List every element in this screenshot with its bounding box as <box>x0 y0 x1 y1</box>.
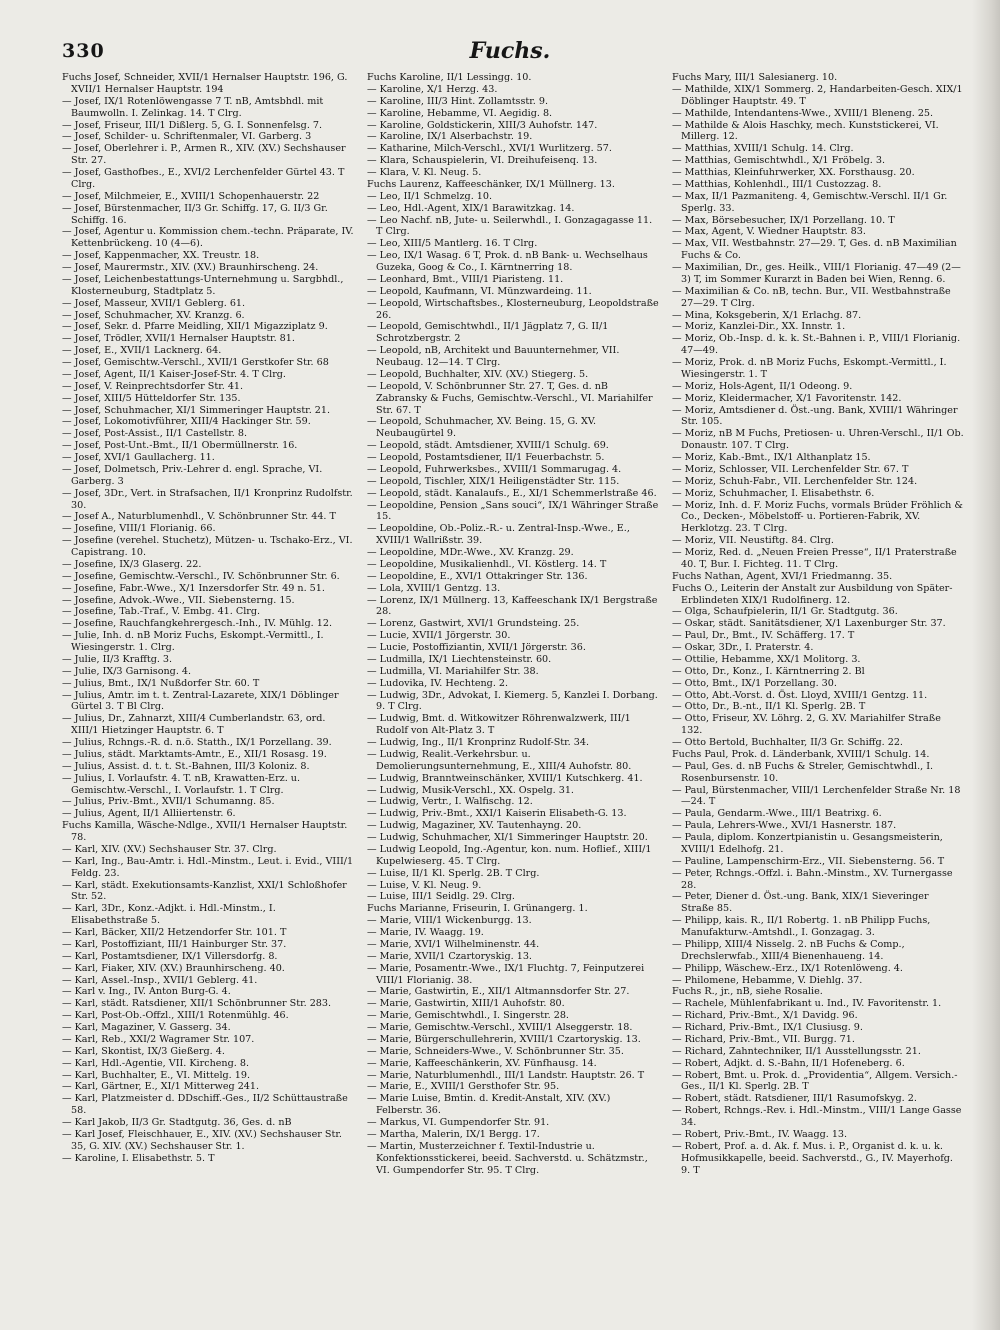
directory-entry: — Leopoldine, Ob.-Poliz.-R.- u. Zentral-Insp.-Wwe., E., XVIII/1 Wallrißstr. 39. <box>367 523 630 547</box>
directory-entry: — Julius, Assist. d. t. t. St.-Bahnen, III/3 Koloniz. 8. <box>62 760 310 772</box>
directory-entry: — Josef, Maurermstr., XIV. (XV.) Braunhirscheng. 24. <box>62 262 319 273</box>
directory-entry: — Leopold, nB, Architekt und Bauunternehmer, VII. Neubaug. 12—14. T Clrg. <box>367 345 620 368</box>
directory-entry: — Josef, Gasthofbes., E., XVI/2 Lerchenfelder Gürtel 43. T Clrg. <box>62 167 345 190</box>
directory-entry: — Karl, 3Dr., Konz.-Adjkt. i. Hdl.-Minstm., I. Elisabethstraße 5. <box>62 903 276 927</box>
directory-entry: — Leopold, Postamtsdiener, II/1 Feuerbachstr. 5. <box>367 452 605 463</box>
directory-entry: — Josef, Oberlehrer i. P., Armen R., XIV. (XV.) Sechshauser Str. 27. <box>62 143 346 167</box>
directory-entry: — Richard, Priv.-Bmt., IX/1 Clusiusg. 9. <box>672 1022 863 1033</box>
directory-entry: — Otto, Friseur, XV. Löhrg. 2, G. XV. Mariahilfer Straße 132. <box>672 713 941 737</box>
directory-entry: — Josef, IX/1 Rotenlöwengasse 7 T. nB, Amtsbhdl. mit Baumwolln. I. Zelinkag. 14. T Clrg. <box>62 95 324 119</box>
directory-entry: — Moriz, Kanzlei-Dir., XX. Innstr. 1. <box>672 321 846 333</box>
directory-entry: — Markus, VI. Gumpendorfer Str. 91. <box>367 1117 550 1128</box>
directory-entry: Fuchs Josef, Schneider, XVII/1 Hernalser Hauptstr. 196, G. XVII/1 Hernalser Hauptstr. 194 <box>62 72 348 95</box>
directory-entry: — Josefine, IX/3 Glaserg. 22. <box>62 558 202 570</box>
directory-entry: — Moriz, Inh. d. F. Moriz Fuchs, vormals Brüder Fröhlich & Co., Decken-, Möbelstoff- u. Portieren-Fabrik, XV. Herklotzg. 23. T Clrg. <box>672 499 963 535</box>
directory-entry: — Josef, Trödler, XVII/1 Hernalser Hauptstr. 81. <box>62 333 295 345</box>
directory-entry: — Philomene, Hebamme, V. Diehlg. 37. <box>672 974 863 986</box>
directory-entry: — Marie, Posamentr.-Wwe., IX/1 Fluchtg. 7, Feinputzerei VIII/1 Florianig. 38. <box>367 962 645 986</box>
directory-entry: — Lorenz, IX/1 Müllnerg. 13, Kaffeeschank IX/1 Bergstraße 28. <box>367 594 658 618</box>
directory-entry: — Josefine, VIII/1 Florianig. 66. <box>62 523 216 535</box>
directory-entry: — Josef, Sekr. d. Pfarre Meidling, XII/1 Migazziplatz 9. <box>62 321 328 333</box>
directory-entry: — Mathilde, Intendantens-Wwe., XVIII/1 Bleneng. 25. <box>672 107 934 119</box>
directory-entry: — Ludwig, Branntweinschänker, XVIII/1 Kutschkerg. 41. <box>367 772 643 784</box>
directory-entry: — Richard, Priv.-Bmt., VII. Burgg. 71. <box>672 1033 855 1045</box>
directory-entry: — Marie, Gemischtw.-Verschl., XVIII/1 Alseggerstr. 18. <box>367 1022 633 1033</box>
directory-entry: — Julius, Dr., Zahnarzt, XIII/4 Cumberlandstr. 63, ord. XIII/1 Hietzinger Hauptstr. 6. T <box>62 713 326 737</box>
directory-entry: — Moriz, nB M Fuchs, Pretiosen- u. Uhren-Verschl., II/1 Ob. Donaustr. 107. T Clrg. <box>672 428 964 452</box>
directory-entry: Fuchs O., Leiterin der Anstalt zur Ausbildung von Später-Erblindeten XIX/1 Rudolfinerg. 12. <box>672 582 953 606</box>
directory-entry: — Josef A., Naturblumenhdl., V. Schönbrunner Str. 44. T <box>62 511 336 523</box>
directory-entry: — Julius, städt. Marktamts-Amtr., E., XII/1 Rosasg. 19. <box>62 748 327 760</box>
directory-entry: — Josef, Kappenmacher, XX. Treustr. 18. <box>62 250 260 262</box>
directory-entry: — Karl, Hdl.-Agentie, VII. Kircheng. 8. <box>62 1057 250 1069</box>
directory-entry: — Lorenz, Gastwirt, XVI/1 Grundsteing. 25. <box>367 618 580 630</box>
directory-entry: — Karl, Assel.-Insp., XVII/1 Geblerg. 41. <box>62 974 258 986</box>
directory-entry: — Olga, Schaufpielerin, II/1 Gr. Stadtgutg. 36. <box>672 606 898 618</box>
page-number: 330 <box>62 40 105 62</box>
directory-entry: — Moriz, Hols-Agent, II/1 Odeong. 9. <box>672 380 853 392</box>
directory-entry: Fuchs Laurenz, Kaffeeschänker, IX/1 Müllnerg. 13. <box>367 178 615 190</box>
directory-entry: — Josef, 3Dr., Vert. in Strafsachen, II/1 Kronprinz Rudolfstr. 30. <box>62 487 353 511</box>
directory-entry: — Moriz, Amtsdiener d. Öst.-ung. Bank, XVIII/1 Währinger Str. 105. <box>672 404 958 428</box>
directory-entry: — Lola, XVIII/1 Gentzg. 13. <box>367 582 501 594</box>
directory-entry: — Paul, Dr., Bmt., IV. Schäfferg. 17. T <box>672 630 855 642</box>
directory-entry: — Leopold, Tischler, XIX/1 Heiligenstädter Str. 115. <box>367 475 620 487</box>
directory-entry: — Marie, Gemischtwhdl., I. Singerstr. 28. <box>367 1010 569 1022</box>
directory-entry: — Leopold, Kaufmann, VI. Münzwardeing. 11. <box>367 285 592 297</box>
directory-entry: — Josefine (verehel. Stuchetz), Mützen- u. Tschako-Erz., VI. Capistrang. 10. <box>62 535 353 558</box>
directory-entry: — Karoline, Goldstickerin, XIII/3 Auhofstr. 147. <box>367 119 598 131</box>
directory-entry: — Max, Agent, V. Wiedner Hauptstr. 83. <box>672 226 866 238</box>
directory-entry: — Moriz, VII. Neustiftg. 84. Clrg. <box>672 535 834 547</box>
directory-entry: — Ludovika, IV. Hechteng. 2. <box>367 677 509 689</box>
directory-entry: Fuchs Marianne, Friseurin, I. Grünangerg. 1. <box>367 903 588 915</box>
directory-entry: — Karl, städt. Ratsdiener, XII/1 Schönbrunner Str. 283. <box>62 998 332 1010</box>
directory-entry: — Robert, städt. Ratsdiener, III/1 Rasumofskyg. 2. <box>672 1093 917 1105</box>
directory-entry: — Marie, Schneiders-Wwe., V. Schönbrunner Str. 35. <box>367 1045 624 1057</box>
directory-entry: — Leopold, Buchhalter, XIV. (XV.) Stiegerg. 5. <box>367 368 589 380</box>
directory-entry: — Josef, Agentur u. Kommission chem.-techn. Präparate, IV. Kettenbrückeng. 10 (4—6). <box>62 226 354 250</box>
column-middle <box>367 72 659 1176</box>
directory-entry: — Karoline, III/3 Hint. Zollamtsstr. 9. <box>367 95 549 107</box>
directory-entry: — Leopoldine, MDr.-Wwe., XV. Kranzg. 29. <box>367 547 574 558</box>
directory-entry: — Robert, Priv.-Bmt., IV. Waagg. 13. <box>672 1128 848 1140</box>
directory-entry: — Luise, II/1 Kl. Sperlg. 2B. T Clrg. <box>367 867 540 879</box>
directory-entry: — Josef, XVI/1 Gaullacherg. 11. <box>62 452 215 463</box>
directory-entry: — Paula, Gendarm.-Wwe., III/1 Beatrixg. 6. <box>672 808 882 820</box>
directory-entry: — Marie, Gastwirtin, E., XII/1 Altmannsdorfer Str. 27. <box>367 986 630 998</box>
directory-entry: — Josef, V. Reinprechtsdorfer Str. 41. <box>62 380 244 392</box>
directory-entry: — Julius, I. Vorlaufstr. 4. T. nB, Krawatten-Erz. u. Gemischtw.-Verschl., I. Vorlaufstr. 1. T Clrg. <box>62 772 301 796</box>
directory-entry: — Matthias, Gemischtwhdl., X/1 Fröbelg. 3. <box>672 155 885 167</box>
directory-entry: — Pauline, Lampenschirm-Erz., VII. Siebensterng. 56. T <box>672 855 945 867</box>
directory-entry: — Leo, XIII/5 Mantlerg. 16. T Clrg. <box>367 238 538 250</box>
directory-entry: — Karl Jakob, II/3 Gr. Stadtgutg. 36, Ges. d. nB <box>62 1117 292 1128</box>
directory-entry: — Marie, IV. Waagg. 19. <box>367 927 484 938</box>
directory-entry: — Josef, Gemischtw.-Verschl., XVII/1 Gerstkofer Str. 68 <box>62 357 329 368</box>
directory-entry: — Karl, Postamtsdiener, IX/1 Villersdorfg. 8. <box>62 950 278 962</box>
directory-entry: — Karoline, Hebamme, VI. Aegidig. 8. <box>367 107 553 119</box>
directory-entry: — Julius, Bmt., IX/1 Nußdorfer Str. 60. T <box>62 677 260 689</box>
directory-entry: — Josef, Schuhmacher, XV. Kranzg. 6. <box>62 309 245 321</box>
directory-entry: — Marie, VIII/1 Wickenburgg. 13. <box>367 915 532 927</box>
directory-entry: — Josef, Dolmetsch, Priv.-Lehrer d. engl. Sprache, VI. Garberg. 3 <box>62 463 323 487</box>
running-head: Fuchs. <box>469 38 551 64</box>
directory-entry: — Ludmilla, VI. Mariahilfer Str. 38. <box>367 665 539 677</box>
directory-entry: — Ottilie, Hebamme, XX/1 Molitorg. 3. <box>672 653 861 665</box>
directory-entry: — Mina, Koksgeberin, X/1 Erlachg. 87. <box>672 309 862 321</box>
directory-entry: — Lucie, XVII/1 Jörgerstr. 30. <box>367 630 511 642</box>
directory-entry: — Josef, Post-Unt.-Bmt., II/1 Obermüllnerstr. 16. <box>62 440 298 452</box>
directory-entry: — Philipp, Wäschew.-Erz., IX/1 Rotenlöweng. 4. <box>672 962 903 974</box>
directory-entry: — Karoline, X/1 Herzg. 43. <box>367 83 498 95</box>
directory-entry: — Josef, Lokomotivführer, XIII/4 Hackinger Str. 59. <box>62 416 311 428</box>
directory-entry: — Max, Börsebesucher, IX/1 Porzellang. 10. T <box>672 214 895 226</box>
directory-entry: — Marie, XVII/1 Czartoryskig. 13. <box>367 950 532 962</box>
directory-entry: — Moriz, Red. d. „Neuen Freien Presse“, II/1 Praterstraße 40. T, Bur. I. Fichteg. 11. T Clrg. <box>672 547 957 570</box>
directory-entry: — Leo Nachf. nB, Jute- u. Seilerwhdl., I. Gonzagagasse 11. T Clrg. <box>367 214 653 238</box>
directory-entry: — Maximilian & Co. nB, techn. Bur., VII. Westbahnstraße 27—29. T Clrg. <box>672 285 951 309</box>
directory-entry: — Ludwig, Schuhmacher, XI/1 Simmeringer Hauptstr. 20. <box>367 832 648 843</box>
directory-entry: — Karl, XIV. (XV.) Sechshauser Str. 37. Clrg. <box>62 843 277 855</box>
directory-entry: — Moriz, Kleidermacher, X/1 Favoritenstr. 142. <box>672 392 902 404</box>
directory-entry: — Leonhard, Bmt., VIII/1 Piaristeng. 11. <box>367 273 564 285</box>
directory-entry: — Klara, Schauspielerin, VI. Dreihufeisenq. 13. <box>367 155 598 167</box>
directory-entry: — Josef, Masseur, XVII/1 Geblerg. 61. <box>62 297 246 309</box>
directory-entry: — Ludwig, Priv.-Bmt., XXI/1 Kaiserin Elisabeth-G. 13. <box>367 808 627 820</box>
directory-entry: — Josef, Bürstenmacher, II/3 Gr. Schiffg. 17, G. II/3 Gr. Schiffg. 16. <box>62 202 328 226</box>
directory-entry: — Philipp, kais. R., II/1 Robertg. 1. nB Philipp Fuchs, Manufakturw.-Amtshdl., I. Gonzagag. 3. <box>672 915 931 938</box>
directory-entry: — Karl, Bäcker, XII/2 Hetzendorfer Str. 101. T <box>62 927 287 938</box>
directory-entry: — Josef, Post-Assist., II/1 Castellstr. 8. <box>62 428 247 440</box>
directory-entry: — Josef, Milchmeier, E., XVIII/1 Schopenhauerstr. 22 <box>62 190 320 202</box>
directory-entry: — Karoline, IX/1 Alserbachstr. 19. <box>367 131 533 143</box>
directory-entry: — Paul, Ges. d. nB Fuchs & Streler, Gemischtwhdl., I. Rosenbursenstr. 10. <box>672 760 934 784</box>
directory-entry: — Julie, II/3 Krafftg. 3. <box>62 653 173 665</box>
directory-entry: — Josef, Friseur, III/1 Dißlerg. 5, G. I. Sonnenfelsg. 7. <box>62 119 323 131</box>
directory-entry: — Richard, Zahntechniker, II/1 Ausstellungsstr. 21. <box>672 1045 921 1057</box>
directory-entry: — Josef, XIII/5 Hütteldorfer Str. 135. <box>62 392 241 404</box>
directory-entry: — Leopoldine, Musikalienhdl., VI. Köstlerg. 14. T <box>367 558 607 570</box>
directory-entry: — Karl, Ing., Bau-Amtr. i. Hdl.-Minstm., Leut. i. Evid., VIII/1 Feldg. 23. <box>62 855 354 879</box>
directory-entry: — Marie, Naturblumenhdl., III/1 Landstr. Hauptstr. 26. T <box>367 1069 645 1081</box>
directory-entry: — Maximilian, Dr., ges. Heilk., VIII/1 Florianig. 47—49 (2—3) T, im Sommer Kurarzt in Baden bei Wien, Renng. 6. <box>672 262 961 285</box>
directory-entry: — Leopoldine, Pension „Sans souci“, IX/1 Währinger Straße 15. <box>367 499 659 523</box>
column-left <box>62 72 354 1165</box>
directory-entry: — Karl v. Ing., IV. Anton Burg-G. 4. <box>62 986 231 998</box>
directory-entry: — Karl, Buchhalter, E., VI. Mittelg. 19. <box>62 1069 251 1081</box>
directory-entry: — Josefine, Rauchfangkehrergesch.-Inh., IV. Mühlg. 12. <box>62 618 332 630</box>
directory-entry: — Richard, Priv.-Bmt., X/1 Davidg. 96. <box>672 1010 858 1022</box>
directory-entry: — Julie, Inh. d. nB Moriz Fuchs, Eskompt.-Vermittl., I. Wiesingerstr. 1. Clrg. <box>62 630 324 653</box>
directory-entry: — Moriz, Ob.-Insp. d. k. k. St.-Bahnen i. P., VIII/1 Florianig. 47—49. <box>672 333 961 357</box>
directory-entry: — Karl, Magaziner, V. Gasserg. 34. <box>62 1022 231 1033</box>
directory-entry: — Mathilde & Alois Haschky, mech. Kunststickerei, VI. Millerg. 12. <box>672 119 939 143</box>
directory-entry: — Julius, Agent, II/1 Alliiertenstr. 6. <box>62 808 236 820</box>
directory-entry: — Matthias, XVIII/1 Schulg. 14. Clrg. <box>672 143 854 155</box>
directory-entry: — Julius, Amtr. im t. t. Zentral-Lazarete, XIX/1 Döblinger Gürtel 3. T Bl Clrg. <box>62 689 339 713</box>
directory-entry: — Mathilde, XIX/1 Sommerg. 2, Handarbeiten-Gesch. XIX/1 Döblinger Hauptstr. 49. T <box>672 83 963 107</box>
directory-entry: — Marie, Kaffeeschänkerin, XV. Fünfhausg. 14. <box>367 1057 597 1069</box>
directory-entry: Fuchs R., jr., nB, siehe Rosalie. <box>672 986 823 998</box>
directory-entry: — Luise, V. Kl. Neug. 9. <box>367 879 482 891</box>
directory-entry: — Karoline, I. Elisabethstr. 5. T <box>62 1152 215 1164</box>
directory-entry: — Otto, Dr., Konz., I. Kärntnerring 2. Bl <box>672 665 865 677</box>
directory-entry: — Julius, Rchngs.-R. d. n.ö. Statth., IX/1 Porzellang. 39. <box>62 737 332 748</box>
directory-entry: Fuchs Paul, Prok. d. Länderbank, XVIII/1 Schulg. 14. <box>672 748 930 760</box>
directory-entry: — Marie, E., XVIII/1 Gersthofer Str. 95. <box>367 1081 560 1093</box>
directory-entry: — Lucie, Postoffiziantin, XVII/1 Jörgerstr. 36. <box>367 642 586 653</box>
directory-entry: — Otto Bertold, Buchhalter, II/3 Gr. Schiffg. 22. <box>672 737 903 748</box>
directory-entry: — Karl, Platzmeister d. DDschiff.-Ges., II/2 Schüttaustraße 58. <box>62 1093 348 1117</box>
directory-entry: — Moriz, Schuhmacher, I. Elisabethstr. 6. <box>672 487 875 499</box>
directory-entry: — Leopold, Schuhmacher, XV. Being. 15, G. XV. Neubaugürtel 9. <box>367 416 597 440</box>
directory-entry: — Josef, E., XVII/1 Lacknerg. 64. <box>62 345 222 357</box>
directory-entry: Fuchs Nathan, Agent, XVI/1 Friedmanng. 35. <box>672 570 893 582</box>
directory-entry: — Ludwig, Vertr., I. Walfischg. 12. <box>367 796 533 808</box>
directory-entry: — Leopold, V. Schönbrunner Str. 27. T, Ges. d. nB Zabransky & Fuchs, Gemischtw.-Verschl., VI. Mariahilfer Str. 67. T <box>367 380 653 416</box>
directory-entry: — Karl, Fiaker, XIV. (XV.) Braunhirscheng. 40. <box>62 962 285 974</box>
directory-entry: — Matthias, Kleinfuhrwerker, XX. Forsthausg. 20. <box>672 167 915 178</box>
directory-entry: — Paula, Lehrers-Wwe., XVI/1 Hasnerstr. 187. <box>672 820 897 832</box>
directory-entry: — Peter, Rchngs.-Offzl. i. Bahn.-Minstm., XV. Turnergasse 28. <box>672 867 953 891</box>
directory-entry: — Leopold, Wirtschaftsbes., Klosterneuburg, Leopoldstraße 26. <box>367 297 659 321</box>
page-edge-shadow <box>972 0 1000 1330</box>
directory-entry: — Josefine, Tab.-Traf., V. Embg. 41. Clrg. <box>62 606 261 618</box>
directory-entry: — Leopoldine, E., XVI/1 Ottakringer Str. 136. <box>367 570 588 582</box>
directory-entry: — Martin, Musterzeichner f. Textil-Industrie u. Konfektionsstickerei, beeid. Sachverstd. u. Schätzmstr., VI. Gumpendorfer Str. 95. T Clrg. <box>367 1140 648 1176</box>
directory-entry: — Josefine, Advok.-Wwe., VII. Siebensterng. 15. <box>62 594 295 606</box>
directory-entry: — Leopold, städt. Amtsdiener, XVIII/1 Schulg. 69. <box>367 440 609 452</box>
directory-entry: — Josef, Agent, II/1 Kaiser-Josef-Str. 4. T Clrg. <box>62 368 286 380</box>
directory-entry: — Moriz, Kab.-Bmt., IX/1 Althanplatz 15. <box>672 452 871 463</box>
directory-entry: — Moriz, Schlosser, VII. Lerchenfelder Str. 67. T <box>672 463 909 475</box>
directory-entry: — Leopold, städt. Kanalaufs., E., XI/1 Schemmerlstraße 46. <box>367 487 657 499</box>
directory-entry: — Karl, städt. Exekutionsamts-Kanzlist, XXI/1 Schloßhofer Str. 52. <box>62 879 347 903</box>
directory-entry: — Moriz, Prok. d. nB Moriz Fuchs, Eskompt.-Vermittl., I. Wiesingerstr. 1. T <box>672 357 947 380</box>
directory-entry: — Leopold, Gemischtwhdl., II/1 Jägplatz 7, G. II/1 Schrotzbergstr. 2 <box>367 321 609 345</box>
directory-entry: — Rachele, Mühlenfabrikant u. Ind., IV. Favoritenstr. 1. <box>672 998 942 1010</box>
directory-entry: — Marie, Bürgerschullehrerin, XVIII/1 Czartoryskig. 13. <box>367 1033 641 1045</box>
directory-entry: Fuchs Kamilla, Wäsche-Ndlge., XVII/1 Hernalser Hauptstr. 78. <box>62 820 348 843</box>
directory-entry: — Julius, Priv.-Bmt., XVII/1 Schumanng. 85. <box>62 796 275 808</box>
directory-entry: — Leo, Hdl.-Agent, XIX/1 Barawitzkag. 14. <box>367 202 575 214</box>
directory-entry: — Max, II/1 Pazmaniteng. 4, Gemischtw.-Verschl. II/1 Gr. Sperlg. 33. <box>672 190 948 214</box>
directory-entry: — Paul, Bürstenmacher, VIII/1 Lerchenfelder Straße Nr. 18—24. T <box>672 784 961 808</box>
directory-entry: — Josef, Leichenbestattungs-Unternehmung u. Sargbhdl., Klosterneuburg, Stadtplatz 5. <box>62 273 344 297</box>
directory-entry: — Ludwig Leopold, Ing.-Agentur, kon. num. Hoflief., XIII/1 Kupelwieserg. 45. T Clrg. <box>367 843 652 867</box>
directory-entry: — Karl Josef, Fleischhauer, E., XIV. (XV.) Sechshauser Str. 35, G. XIV. (XV.) Sechshauser Str. 1. <box>62 1128 342 1152</box>
directory-entry: — Marie, Gastwirtin, XIII/1 Auhofstr. 80. <box>367 998 565 1010</box>
directory-entry: — Otto, Bmt., IX/1 Porzellang. 30. <box>672 677 837 689</box>
directory-entry: — Oskar, 3Dr., I. Praterstr. 4. <box>672 642 814 653</box>
directory-entry: — Oskar, städt. Sanitätsdiener, X/1 Laxenburger Str. 37. <box>672 618 946 630</box>
directory-entry: — Ludwig, Musik-Verschl., XX. Ospelg. 31. <box>367 784 574 796</box>
directory-entry: — Karl, Postoffiziant, III/1 Hainburger Str. 37. <box>62 938 287 950</box>
directory-entry: Fuchs Mary, III/1 Salesianerg. 10. <box>672 72 838 83</box>
directory-entry: — Martha, Malerin, IX/1 Bergg. 17. <box>367 1128 540 1140</box>
directory-entry: — Ludwig, Ing., II/1 Kronprinz Rudolf-Str. 34. <box>367 737 590 748</box>
directory-entry: — Max, VII. Westbahnstr. 27—29. T, Ges. d. nB Maximilian Fuchs & Co. <box>672 238 957 262</box>
directory-entry: — Otto, Dr., B.-nt., II/1 Kl. Sperlg. 2B. T <box>672 701 866 713</box>
directory-entry: — Leo, II/1 Schmelzg. 10. <box>367 190 493 202</box>
directory-entry: — Peter, Diener d. Öst.-ung. Bank, XIX/1 Sieveringer Straße 85. <box>672 891 929 915</box>
directory-entry: — Luise, III/1 Seidlg. 29. Clrg. <box>367 891 515 903</box>
directory-entry: — Robert, Prof. a. d. Ak. f. Mus. i. P., Organist d. k. u. k. Hofmusikkapelle, beeid. Sachverstd., G., IV. Mayerhofg. 9. T <box>672 1140 953 1176</box>
directory-entry: — Josefine, Fabr.-Wwe., X/1 Inzersdorfer Str. 49 n. 51. <box>62 582 325 594</box>
directory-entry: — Moriz, Schuh-Fabr., VII. Lerchenfelder Str. 124. <box>672 475 918 487</box>
directory-entry: — Julie, IX/3 Garnisong. 4. <box>62 665 192 677</box>
directory-entry: — Robert, Rchngs.-Rev. i. Hdl.-Minstm., VIII/1 Lange Gasse 34. <box>672 1105 962 1128</box>
directory-entry: — Ludmilla, IX/1 Liechtensteinstr. 60. <box>367 653 552 665</box>
directory-entry: Fuchs Karoline, II/1 Lessingg. 10. <box>367 72 532 83</box>
directory-entry: — Ludwig, 3Dr., Advokat, I. Kiemerg. 5, Kanzlei I. Dorbang. 9. T Clrg. <box>367 689 658 713</box>
directory-entry: — Ludwig, Bmt. d. Witkowitzer Röhrenwalzwerk, III/1 Rudolf von Alt-Platz 3. T <box>367 713 631 737</box>
directory-entry: — Karl, Reb., XXI/2 Wagramer Str. 107. <box>62 1033 255 1045</box>
directory-entry: — Leo, IX/1 Wasag. 6 T, Prok. d. nB Bank- u. Wechselhaus Guzeka, Goog & Co., I. Kärntnerring 18. <box>367 250 648 273</box>
directory-entry: — Paula, diplom. Konzertpianistin u. Gesangsmeisterin, XVIII/1 Edelhofg. 21. <box>672 832 943 855</box>
directory-entry: — Robert, Adjkt. d. S.-Bahn, II/1 Hofeneberg. 6. <box>672 1057 905 1069</box>
column-right <box>672 72 964 1176</box>
directory-entry: — Otto, Abt.-Vorst. d. Öst. Lloyd, XVIII/1 Gentzg. 11. <box>672 689 928 701</box>
directory-entry: — Katharine, Milch-Verschl., XVI/1 Wurlitzerg. 57. <box>367 143 612 155</box>
directory-entry: — Philipp, XIII/4 Nisselg. 2. nB Fuchs & Comp., Drechslerwfab., XIII/4 Bienenhaueng. 14. <box>672 938 905 962</box>
directory-entry: — Karl, Gärtner, E., XI/1 Mitterweg 241. <box>62 1081 260 1093</box>
directory-entry: — Ludwig, Realit.-Verkehrsbur. u. Demolierungsunternehmung, E., XIII/4 Auhofstr. 80. <box>367 748 632 772</box>
directory-entry: — Matthias, Kohlenhdl., III/1 Custozzag. 8. <box>672 178 882 190</box>
directory-entry: — Marie Luise, Bmtin. d. Kredit-Anstalt, XIV. (XV.) Felberstr. 36. <box>367 1093 611 1117</box>
directory-entry: — Josef, Schuhmacher, XI/1 Simmeringer Hauptstr. 21. <box>62 404 331 416</box>
directory-entry: — Leopold, Fuhrwerksbes., XVIII/1 Sommarugag. 4. <box>367 463 622 475</box>
directory-entry: — Ludwig, Magaziner, XV. Tautenhayng. 20. <box>367 820 582 832</box>
directory-entry: — Karl, Skontist, IX/3 Gießerg. 4. <box>62 1045 225 1057</box>
directory-entry: — Robert, Bmt. u. Prok. d. „Providentia“, Allgem. Versich.-Ges., II/1 Kl. Sperlg. 2B. T <box>672 1069 958 1093</box>
directory-entry: — Karl, Post-Ob.-Offzl., XIII/1 Rotenmühlg. 46. <box>62 1010 289 1022</box>
directory-entry: — Klara, V. Kl. Neug. 5. <box>367 167 482 178</box>
directory-entry: — Marie, XVI/1 Wilhelminenstr. 44. <box>367 938 540 950</box>
directory-entry: — Josef, Schilder- u. Schriftenmaler, VI. Garberg. 3 <box>62 131 312 143</box>
directory-entry: — Josefine, Gemischtw.-Verschl., IV. Schönbrunner Str. 6. <box>62 570 340 582</box>
